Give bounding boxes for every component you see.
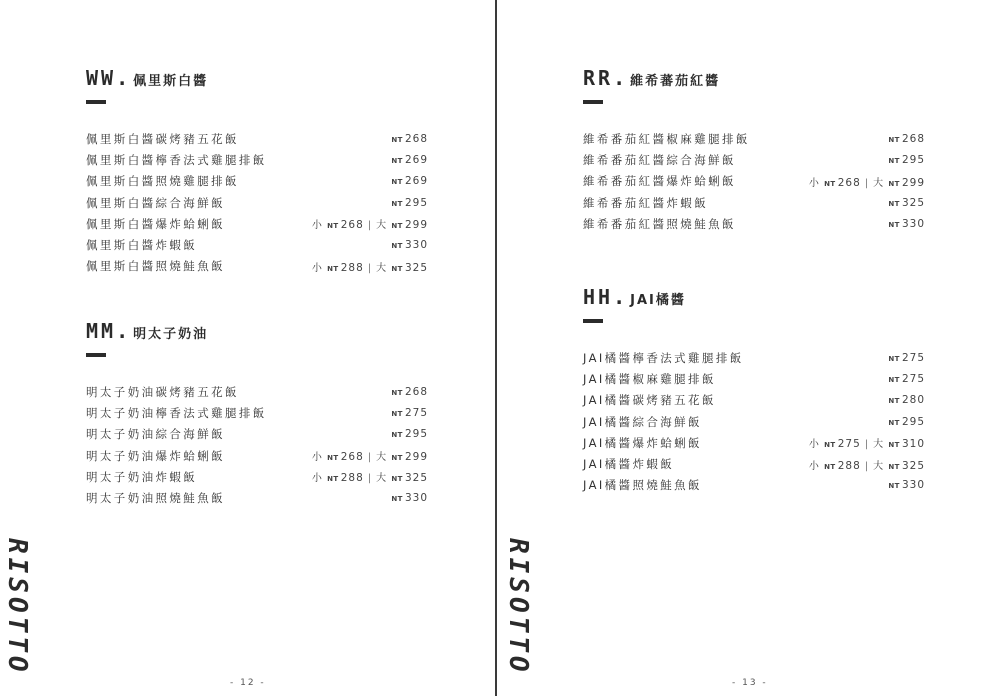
menu-item bbox=[86, 149, 428, 170]
price-large bbox=[888, 178, 925, 189]
nt-label: NT bbox=[888, 418, 900, 427]
vertical-risotto-label: RISOTTO bbox=[2, 538, 32, 676]
price-large bbox=[888, 439, 925, 450]
price-single bbox=[391, 387, 428, 398]
dish-name: 佩里斯白醬檸香法式雞腿排飯 bbox=[86, 152, 267, 167]
menu-item bbox=[583, 432, 925, 453]
price-single bbox=[391, 493, 428, 504]
nt-label: NT bbox=[327, 264, 339, 273]
price-large bbox=[888, 461, 925, 472]
price-value: 288 bbox=[340, 261, 364, 274]
price-value: 325 bbox=[901, 196, 925, 209]
nt-label: NT bbox=[391, 242, 403, 251]
dish-name: 佩里斯白醬碳烤豬五花飯 bbox=[86, 131, 239, 146]
dish-price bbox=[888, 154, 925, 166]
price-value: 299 bbox=[404, 451, 428, 464]
price-small bbox=[824, 439, 861, 450]
size-large-label: 大 bbox=[376, 220, 388, 232]
nt-label: NT bbox=[391, 199, 403, 208]
price-value: 299 bbox=[404, 219, 428, 232]
dish-name: 佩里斯白醬爆炸蛤蜊飯 bbox=[86, 216, 225, 231]
dish-name: 維希番茄紅醬綜合海鮮飯 bbox=[583, 152, 736, 167]
nt-label: NT bbox=[327, 222, 339, 231]
section-letter: WW. bbox=[86, 66, 132, 90]
price-value: 325 bbox=[901, 459, 925, 472]
price-value: 330 bbox=[901, 217, 925, 230]
dish-name: 明太子奶油綜合海鮮飯 bbox=[86, 427, 225, 442]
left-page bbox=[0, 0, 495, 696]
menu-item bbox=[583, 149, 925, 170]
dish-price bbox=[888, 352, 925, 364]
price-value: 268 bbox=[340, 219, 364, 232]
size-large-label: 大 bbox=[376, 452, 388, 464]
nt-label: NT bbox=[391, 454, 403, 463]
dish-price bbox=[888, 479, 925, 491]
nt-label: NT bbox=[888, 220, 900, 229]
size-small-label: 小 bbox=[311, 473, 323, 485]
price-separator: | bbox=[367, 473, 373, 485]
price-single bbox=[888, 480, 925, 491]
price-value: 269 bbox=[404, 175, 428, 188]
nt-label: NT bbox=[391, 409, 403, 418]
dish-price bbox=[391, 133, 428, 145]
dish-price bbox=[391, 154, 428, 166]
page-number: - 13 - bbox=[732, 678, 768, 688]
price-value: 330 bbox=[901, 479, 925, 492]
section-name: JAI橘醬 bbox=[630, 293, 686, 308]
section-underline bbox=[86, 353, 106, 357]
dish-price bbox=[391, 407, 428, 419]
price-value: 330 bbox=[404, 239, 428, 252]
dish-name: 明太子奶油炸蝦飯 bbox=[86, 469, 198, 484]
price-separator: | bbox=[864, 460, 870, 472]
nt-label: NT bbox=[888, 199, 900, 208]
section-title bbox=[583, 66, 925, 94]
price-single bbox=[888, 417, 925, 428]
dish-name: JAI橘醬爆炸蛤蜊飯 bbox=[583, 435, 702, 450]
page-number: - 12 - bbox=[230, 678, 266, 688]
nt-label: NT bbox=[391, 431, 403, 440]
price-single bbox=[888, 374, 925, 385]
nt-label: NT bbox=[888, 462, 900, 471]
price-single bbox=[888, 198, 925, 209]
price-value: 295 bbox=[901, 415, 925, 428]
section-letter: HH. bbox=[583, 285, 629, 309]
price-separator: | bbox=[864, 177, 870, 189]
price-value: 268 bbox=[901, 132, 925, 145]
dish-price bbox=[391, 197, 428, 209]
price-value: 288 bbox=[340, 472, 364, 485]
size-large-label: 大 bbox=[873, 439, 885, 451]
dish-name: 維希番茄紅醬炸蝦飯 bbox=[583, 195, 709, 210]
price-single bbox=[888, 353, 925, 364]
dish-price bbox=[809, 435, 925, 450]
dish-price bbox=[809, 174, 925, 189]
size-small-label: 小 bbox=[808, 177, 820, 189]
size-small-label: 小 bbox=[311, 262, 323, 274]
nt-label: NT bbox=[391, 495, 403, 504]
menu-item bbox=[583, 171, 925, 192]
price-value: 280 bbox=[901, 394, 925, 407]
dish-price bbox=[888, 133, 925, 145]
dish-name: JAI橘醬椒麻雞腿排飯 bbox=[583, 371, 716, 386]
nt-label: NT bbox=[824, 179, 836, 188]
dish-name: JAI橘醬照燒鮭魚飯 bbox=[583, 478, 702, 493]
dish-name: JAI橘醬綜合海鮮飯 bbox=[583, 414, 702, 429]
nt-label: NT bbox=[888, 482, 900, 491]
menu-item bbox=[86, 381, 428, 402]
menu-item bbox=[86, 466, 428, 487]
nt-label: NT bbox=[888, 135, 900, 144]
section-title bbox=[86, 66, 428, 94]
dish-name: 維希番茄紅醬照燒鮭魚飯 bbox=[583, 216, 736, 231]
section-name: 維希蕃茄紅醬 bbox=[630, 74, 721, 89]
price-single bbox=[391, 429, 428, 440]
price-value: 275 bbox=[901, 351, 925, 364]
section-title bbox=[86, 319, 428, 347]
nt-label: NT bbox=[888, 179, 900, 188]
price-separator: | bbox=[367, 452, 373, 464]
price-value: 330 bbox=[404, 492, 428, 505]
size-small-label: 小 bbox=[808, 439, 820, 451]
menu-item bbox=[583, 368, 925, 389]
price-single bbox=[391, 240, 428, 251]
price-value: 295 bbox=[404, 428, 428, 441]
price-value: 299 bbox=[901, 176, 925, 189]
dish-price bbox=[888, 218, 925, 230]
nt-label: NT bbox=[327, 454, 339, 463]
price-single bbox=[888, 395, 925, 406]
menu-item bbox=[583, 390, 925, 411]
price-single bbox=[391, 155, 428, 166]
price-value: 268 bbox=[340, 451, 364, 464]
menu-item bbox=[86, 256, 428, 277]
price-single bbox=[888, 134, 925, 145]
dish-name: 明太子奶油爆炸蛤蜊飯 bbox=[86, 448, 225, 463]
dish-price bbox=[888, 416, 925, 428]
dish-price bbox=[312, 469, 428, 484]
menu-item bbox=[583, 128, 925, 149]
nt-label: NT bbox=[888, 375, 900, 384]
section-mm bbox=[86, 319, 428, 509]
price-small bbox=[824, 178, 861, 189]
price-value: 268 bbox=[837, 176, 861, 189]
menu-item bbox=[86, 128, 428, 149]
nt-label: NT bbox=[824, 462, 836, 471]
menu-item bbox=[583, 475, 925, 496]
menu-item bbox=[86, 213, 428, 234]
section-letter: RR. bbox=[583, 66, 629, 90]
price-large bbox=[391, 452, 428, 463]
price-small bbox=[327, 473, 364, 484]
dish-name: 佩里斯白醬綜合海鮮飯 bbox=[86, 195, 225, 210]
size-large-label: 大 bbox=[873, 460, 885, 472]
dish-name: JAI橘醬炸蝦飯 bbox=[583, 457, 675, 472]
price-value: 268 bbox=[404, 132, 428, 145]
nt-label: NT bbox=[391, 156, 403, 165]
dish-name: 明太子奶油檸香法式雞腿排飯 bbox=[86, 405, 267, 420]
price-value: 288 bbox=[837, 459, 861, 472]
dish-price bbox=[391, 239, 428, 251]
size-small-label: 小 bbox=[311, 220, 323, 232]
dish-name: 維希番茄紅醬椒麻雞腿排飯 bbox=[583, 131, 750, 146]
section-underline bbox=[583, 100, 603, 104]
price-value: 269 bbox=[404, 153, 428, 166]
nt-label: NT bbox=[888, 441, 900, 450]
nt-label: NT bbox=[391, 135, 403, 144]
price-single bbox=[888, 155, 925, 166]
price-large bbox=[391, 220, 428, 231]
nt-label: NT bbox=[888, 354, 900, 363]
section-title bbox=[583, 285, 925, 313]
price-value: 275 bbox=[404, 406, 428, 419]
menu-item bbox=[86, 487, 428, 508]
price-single bbox=[391, 176, 428, 187]
dish-price bbox=[391, 175, 428, 187]
right-page bbox=[497, 0, 993, 696]
price-small bbox=[824, 461, 861, 472]
section-hh bbox=[583, 285, 925, 496]
price-small bbox=[327, 452, 364, 463]
menu-item bbox=[583, 213, 925, 234]
menu-item bbox=[86, 424, 428, 445]
section-underline bbox=[583, 319, 603, 323]
menu-item bbox=[86, 192, 428, 213]
menu-item bbox=[86, 234, 428, 255]
nt-label: NT bbox=[391, 475, 403, 484]
price-large bbox=[391, 473, 428, 484]
price-single bbox=[391, 198, 428, 209]
price-large bbox=[391, 263, 428, 274]
nt-label: NT bbox=[391, 178, 403, 187]
menu-item bbox=[583, 192, 925, 213]
price-separator: | bbox=[864, 439, 870, 451]
price-value: 268 bbox=[404, 385, 428, 398]
nt-label: NT bbox=[824, 441, 836, 450]
vertical-risotto-label: RISOTTO bbox=[503, 538, 533, 676]
section-underline bbox=[86, 100, 106, 104]
dish-name: 維希番茄紅醬爆炸蛤蜊飯 bbox=[583, 174, 736, 189]
dish-name: 明太子奶油碳烤豬五花飯 bbox=[86, 384, 239, 399]
dish-name: 佩里斯白醬照燒雞腿排飯 bbox=[86, 174, 239, 189]
dish-name: 佩里斯白醬照燒鮭魚飯 bbox=[86, 259, 225, 274]
nt-label: NT bbox=[888, 156, 900, 165]
price-value: 310 bbox=[901, 438, 925, 451]
menu-item bbox=[583, 347, 925, 368]
nt-label: NT bbox=[391, 388, 403, 397]
dish-name: 明太子奶油照燒鮭魚飯 bbox=[86, 491, 225, 506]
dish-price bbox=[312, 448, 428, 463]
price-single bbox=[391, 408, 428, 419]
section-name: 明太子奶油 bbox=[133, 327, 209, 342]
price-small bbox=[327, 220, 364, 231]
dish-name: 佩里斯白醬炸蝦飯 bbox=[86, 238, 198, 253]
section-ww bbox=[86, 66, 428, 277]
dish-price bbox=[888, 373, 925, 385]
menu-item bbox=[86, 171, 428, 192]
dish-price bbox=[809, 457, 925, 472]
price-value: 295 bbox=[404, 196, 428, 209]
dish-price bbox=[312, 216, 428, 231]
price-value: 295 bbox=[901, 153, 925, 166]
price-value: 325 bbox=[404, 472, 428, 485]
menu-item bbox=[583, 411, 925, 432]
size-small-label: 小 bbox=[311, 452, 323, 464]
size-small-label: 小 bbox=[808, 460, 820, 472]
price-separator: | bbox=[367, 220, 373, 232]
dish-price bbox=[312, 259, 428, 274]
dish-name: JAI橘醬檸香法式雞腿排飯 bbox=[583, 350, 744, 365]
menu-item bbox=[86, 402, 428, 423]
size-large-label: 大 bbox=[376, 262, 388, 274]
price-separator: | bbox=[367, 262, 373, 274]
price-value: 275 bbox=[901, 372, 925, 385]
price-value: 325 bbox=[404, 261, 428, 274]
price-single bbox=[888, 219, 925, 230]
section-letter: MM. bbox=[86, 319, 132, 343]
price-value: 275 bbox=[837, 438, 861, 451]
dish-price bbox=[391, 492, 428, 504]
nt-label: NT bbox=[391, 222, 403, 231]
price-small bbox=[327, 263, 364, 274]
menu-item bbox=[583, 453, 925, 474]
dish-price bbox=[391, 386, 428, 398]
nt-label: NT bbox=[888, 397, 900, 406]
nt-label: NT bbox=[391, 264, 403, 273]
dish-name: JAI橘醬碳烤豬五花飯 bbox=[583, 393, 716, 408]
section-name: 佩里斯白醬 bbox=[133, 74, 209, 89]
dish-price bbox=[391, 428, 428, 440]
size-large-label: 大 bbox=[376, 473, 388, 485]
section-rr bbox=[583, 66, 925, 234]
nt-label: NT bbox=[327, 475, 339, 484]
dish-price bbox=[888, 394, 925, 406]
menu-item bbox=[86, 445, 428, 466]
size-large-label: 大 bbox=[873, 177, 885, 189]
dish-price bbox=[888, 197, 925, 209]
price-single bbox=[391, 134, 428, 145]
